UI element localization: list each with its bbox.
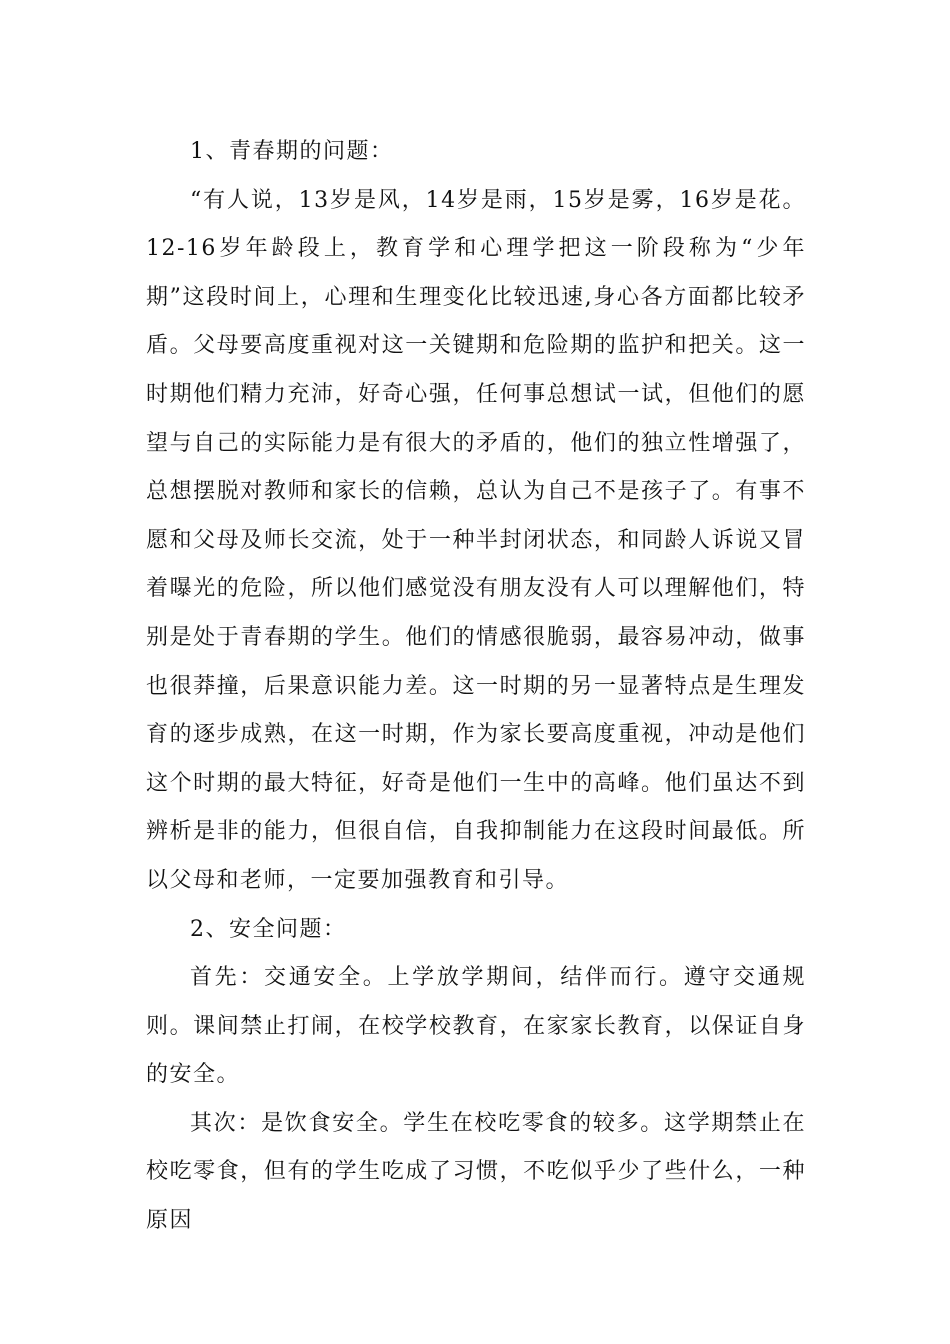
section-heading-adolescence: 1、青春期的问题： [190,139,394,164]
document-body [146,128,806,1246]
paragraph-traffic-safety: 首先：交通安全。上学放学期间，结伴而行。遵守交通规则。课间禁止打闹，在校学校教育，在家家长教育，以保证自身的安全。 [146,965,806,1088]
paragraph-food-safety: 其次：是饮食安全。学生在校吃零食的较多。这学期禁止在校吃零食，但有的学生吃成了习惯，不吃似乎少了些什么，一种原因 [146,1110,806,1234]
section-heading-safety: 2、安全问题： [190,916,347,942]
paragraph-adolescence: “有人说，13岁是风，14岁是雨，15岁是雾，16岁是花。12-16岁年龄段上，教育学和心理学把这一阶段称为“少年期”这段时间上，心理和生理变化比较迅速,身心各方面都比较矛盾。父母要高度重视对这一关键期和危险期的监护和把关。这一时期他们精力充沛，好奇心强，任何事总想试一试，但他们的愿望与自己的实际能力是有很大的矛盾的，他们的独立性增强了，总想摆脱对教师和家长的信赖，总认为自己不是孩子了。有事不愿和父母及师长交流，处于一种半封闭状态，和同龄人诉说又冒着曝光的危险，所以他们感觉没有朋友没有人可以理解他们，特别是处于青春期的学生。他们的情感很脆弱，最容易冲动，做事也很莽撞，后果意识能力差。这一时期的另一显著特点是生理发育的逐步成熟，在这一时期，作为家长要高度重视，冲动是他们这个时期的最大特征，好奇是他们一生中的高峰。他们虽达不到辨析是非的能力，但很自信，自我抑制能力在这段时间最低。所以父母和老师，一定要加强教育和引导。 [146,187,806,893]
